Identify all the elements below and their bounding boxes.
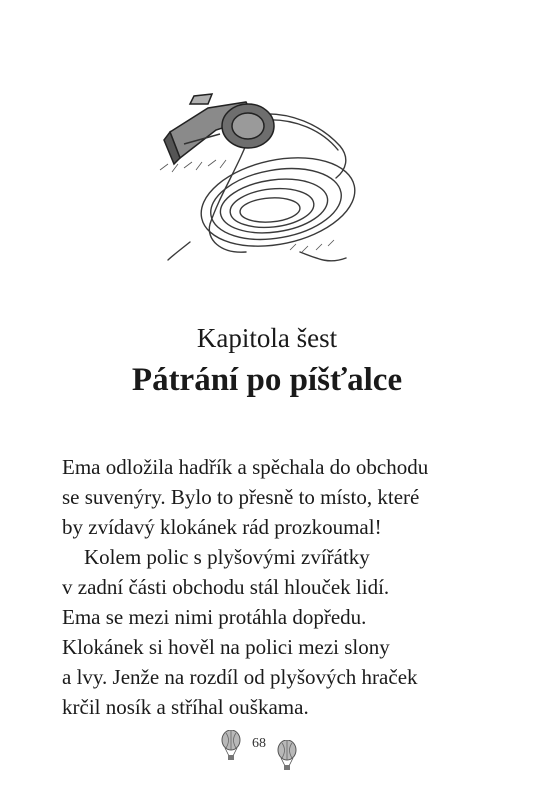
whistle-illustration bbox=[150, 74, 370, 274]
chapter-number: Kapitola šest bbox=[196, 323, 338, 353]
chapter-title: Pátrání po píšťalce bbox=[131, 362, 403, 398]
text-line: krčil nosík a stříhal ouškama. bbox=[62, 695, 309, 719]
text-line: a lvy. Jenže na rozdíl od plyšových hraček bbox=[62, 665, 418, 689]
body-text bbox=[62, 452, 482, 722]
text-line: by zvídavý klokánek rád prozkoumal! bbox=[62, 515, 382, 539]
page-footer bbox=[0, 730, 534, 780]
text-line: Kolem polic s plyšovými zvířátky bbox=[84, 545, 370, 569]
text-line: Klokánek si hověl na polici mezi slony bbox=[62, 635, 390, 659]
hot-air-balloon-icon bbox=[277, 740, 297, 772]
hot-air-balloon-icon bbox=[221, 730, 241, 762]
text-line: Ema odložila hadřík a spěchala do obchodu bbox=[62, 455, 429, 479]
text-line: Ema se mezi nimi protáhla dopředu. bbox=[62, 605, 367, 629]
text-line: v zadní části obchodu stál hlouček lidí. bbox=[62, 575, 390, 599]
page-number: 68 bbox=[252, 736, 266, 751]
text-line: se suvenýry. Bylo to přesně to místo, které bbox=[62, 485, 420, 509]
